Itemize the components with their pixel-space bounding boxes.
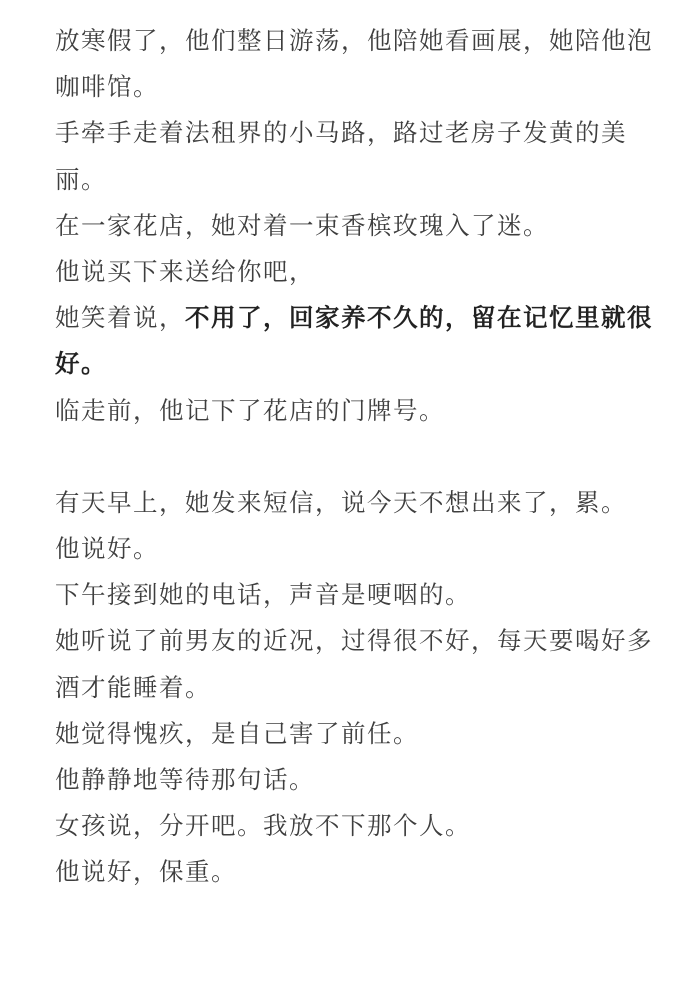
paragraph: 下午接到她的电话，声音是哽咽的。 (55, 580, 471, 610)
paragraph: 他说好，保重。 (55, 857, 237, 887)
paragraph: 临走前，他记下了花店的门牌号。 (55, 395, 445, 425)
paragraph: 有天早上，她发来短信，说今天不想出来了，累。 (55, 487, 627, 517)
paragraph: 他说买下来送给你吧， (55, 257, 315, 287)
paragraph: 他静静地等待那句话。 (55, 765, 315, 795)
paragraph: 手牵手走着法租界的小马路，路过老房子发黄的美丽。 (55, 118, 627, 194)
article-body (55, 18, 655, 896)
quote-bold: 不用了，回家养不久的，留在记忆里就很好。 (55, 303, 653, 379)
paragraph: 他说好。 (55, 534, 159, 564)
paragraph: 她听说了前男友的近况，过得很不好，每天要喝好多酒才能睡着。 (55, 626, 653, 702)
paragraph: 放寒假了，他们整日游荡，他陪她看画展，她陪他泡咖啡馆。 (55, 26, 653, 102)
quote-lead: 她笑着说， (55, 303, 185, 333)
paragraph: 在一家花店，她对着一束香槟玫瑰入了迷。 (55, 210, 549, 240)
paragraph: 女孩说，分开吧。我放不下那个人。 (55, 811, 471, 841)
paragraph: 她觉得愧疚，是自己害了前任。 (55, 718, 419, 748)
paragraph-quote (55, 295, 655, 387)
